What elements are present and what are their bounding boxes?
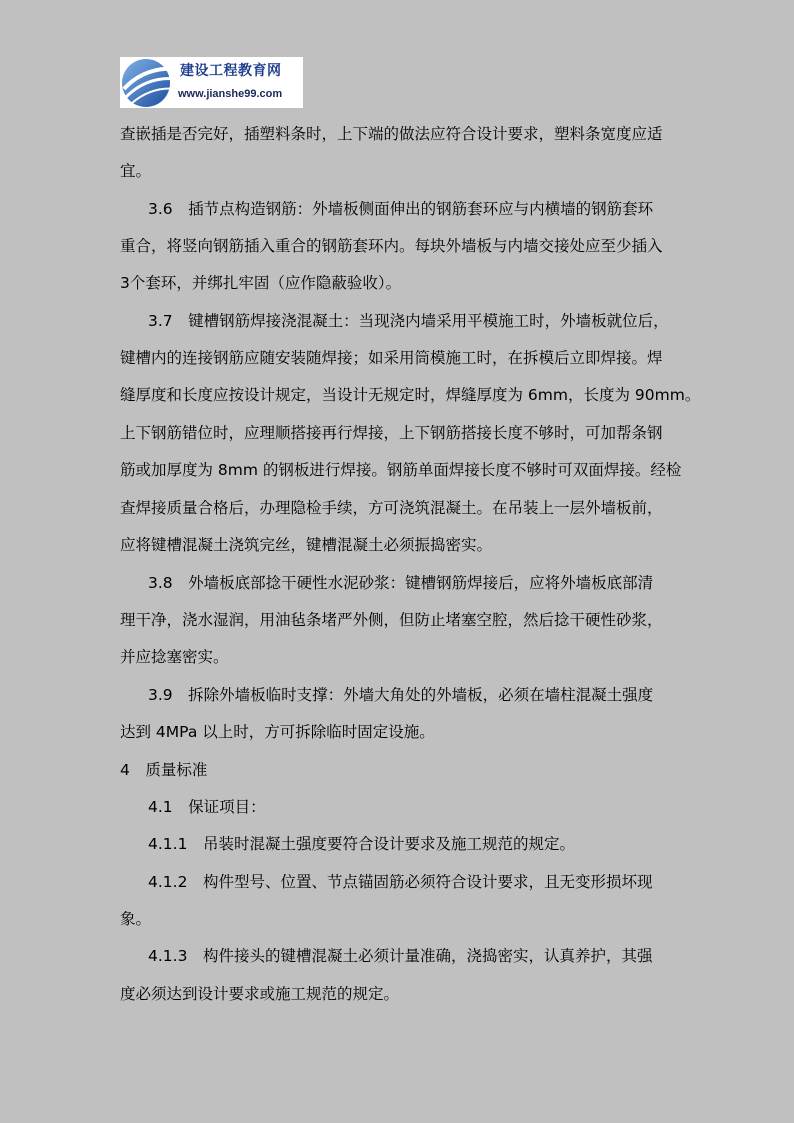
paragraph-line: 并应捻塞密实。: [120, 648, 229, 666]
section-4-1-3-line: 4.1.3 构件接头的键槽混凝土必须计量准确，浇捣密实，认真养护，其强: [148, 947, 653, 965]
logo-url: www.jianshe99.com: [178, 88, 283, 100]
section-4-1-heading: 4.1 保证项目：: [148, 798, 266, 816]
paragraph-line: 宜。: [120, 162, 152, 180]
paragraph-line: 上下钢筋错位时，应理顺搭接再行焊接，上下钢筋搭接长度不够时，可加帮条钢: [120, 424, 663, 442]
paragraph-line: 应将键槽混凝土浇筑完丝，键槽混凝土必须振捣密实。: [120, 536, 493, 554]
section-3-9-line: 3.9 拆除外墙板临时支撑：外墙大角处的外墙板，必须在墙柱混凝土强度: [148, 686, 654, 704]
logo-swoosh-icon: [120, 57, 180, 108]
paragraph-line: 重合，将竖向钢筋插入重合的钢筋套环内。每块外墙板与内墙交接处应至少插入: [120, 237, 663, 255]
paragraph-line: 查嵌插是否完好，插塑料条时，上下端的做法应符合设计要求，塑料条宽度应适: [120, 125, 663, 143]
paragraph-line: 象。: [120, 910, 152, 928]
section-4-1-1-line: 4.1.1 吊装时混凝土强度要符合设计要求及施工规范的规定。: [148, 835, 575, 853]
paragraph-line: 查焊接质量合格后，办理隐检手续，方可浇筑混凝土。在吊装上一层外墙板前，: [120, 499, 663, 517]
paragraph-line: 达到 4MPa 以上时，方可拆除临时固定设施。: [120, 723, 435, 741]
section-3-8-line: 3.8 外墙板底部捻干硬性水泥砂浆：键槽钢筋焊接后，应将外墙板底部清: [148, 574, 654, 592]
paragraph-line: 度必须达到设计要求或施工规范的规定。: [120, 985, 400, 1003]
paragraph-line: 键槽内的连接钢筋应随安装随焊接；如采用筒模施工时，在拆模后立即焊接。焊: [120, 349, 663, 367]
paragraph-line: 3个套环，并绑扎牢固（应作隐蔽验收）。: [120, 274, 402, 292]
section-3-7-line: 3.7 键槽钢筋焊接浇混凝土：当现浇内墙采用平模施工时，外墙板就位后，: [148, 312, 669, 330]
paragraph-line: 筋或加厚度为 8mm 的钢板进行焊接。钢筋单面焊接长度不够时可双面焊接。经检: [120, 461, 682, 479]
paragraph-line: 缝厚度和长度应按设计规定，当设计无规定时，焊缝厚度为 6mm，长度为 90mm。: [120, 386, 701, 404]
section-4-1-2-line: 4.1.2 构件型号、位置、节点锚固筋必须符合设计要求，且无变形损坏现: [148, 873, 653, 891]
paragraph-line: 理干净，浇水湿润，用油毡条堵严外侧，但防止堵塞空腔，然后捻干硬性砂浆，: [120, 611, 663, 629]
logo-title: 建设工程教育网: [180, 63, 282, 79]
site-logo[interactable]: [120, 57, 303, 108]
section-heading-4: 4 质量标准: [120, 761, 208, 779]
section-3-6-line: 3.6 插节点构造钢筋：外墙板侧面伸出的钢筋套环应与内横墙的钢筋套环: [148, 200, 654, 218]
